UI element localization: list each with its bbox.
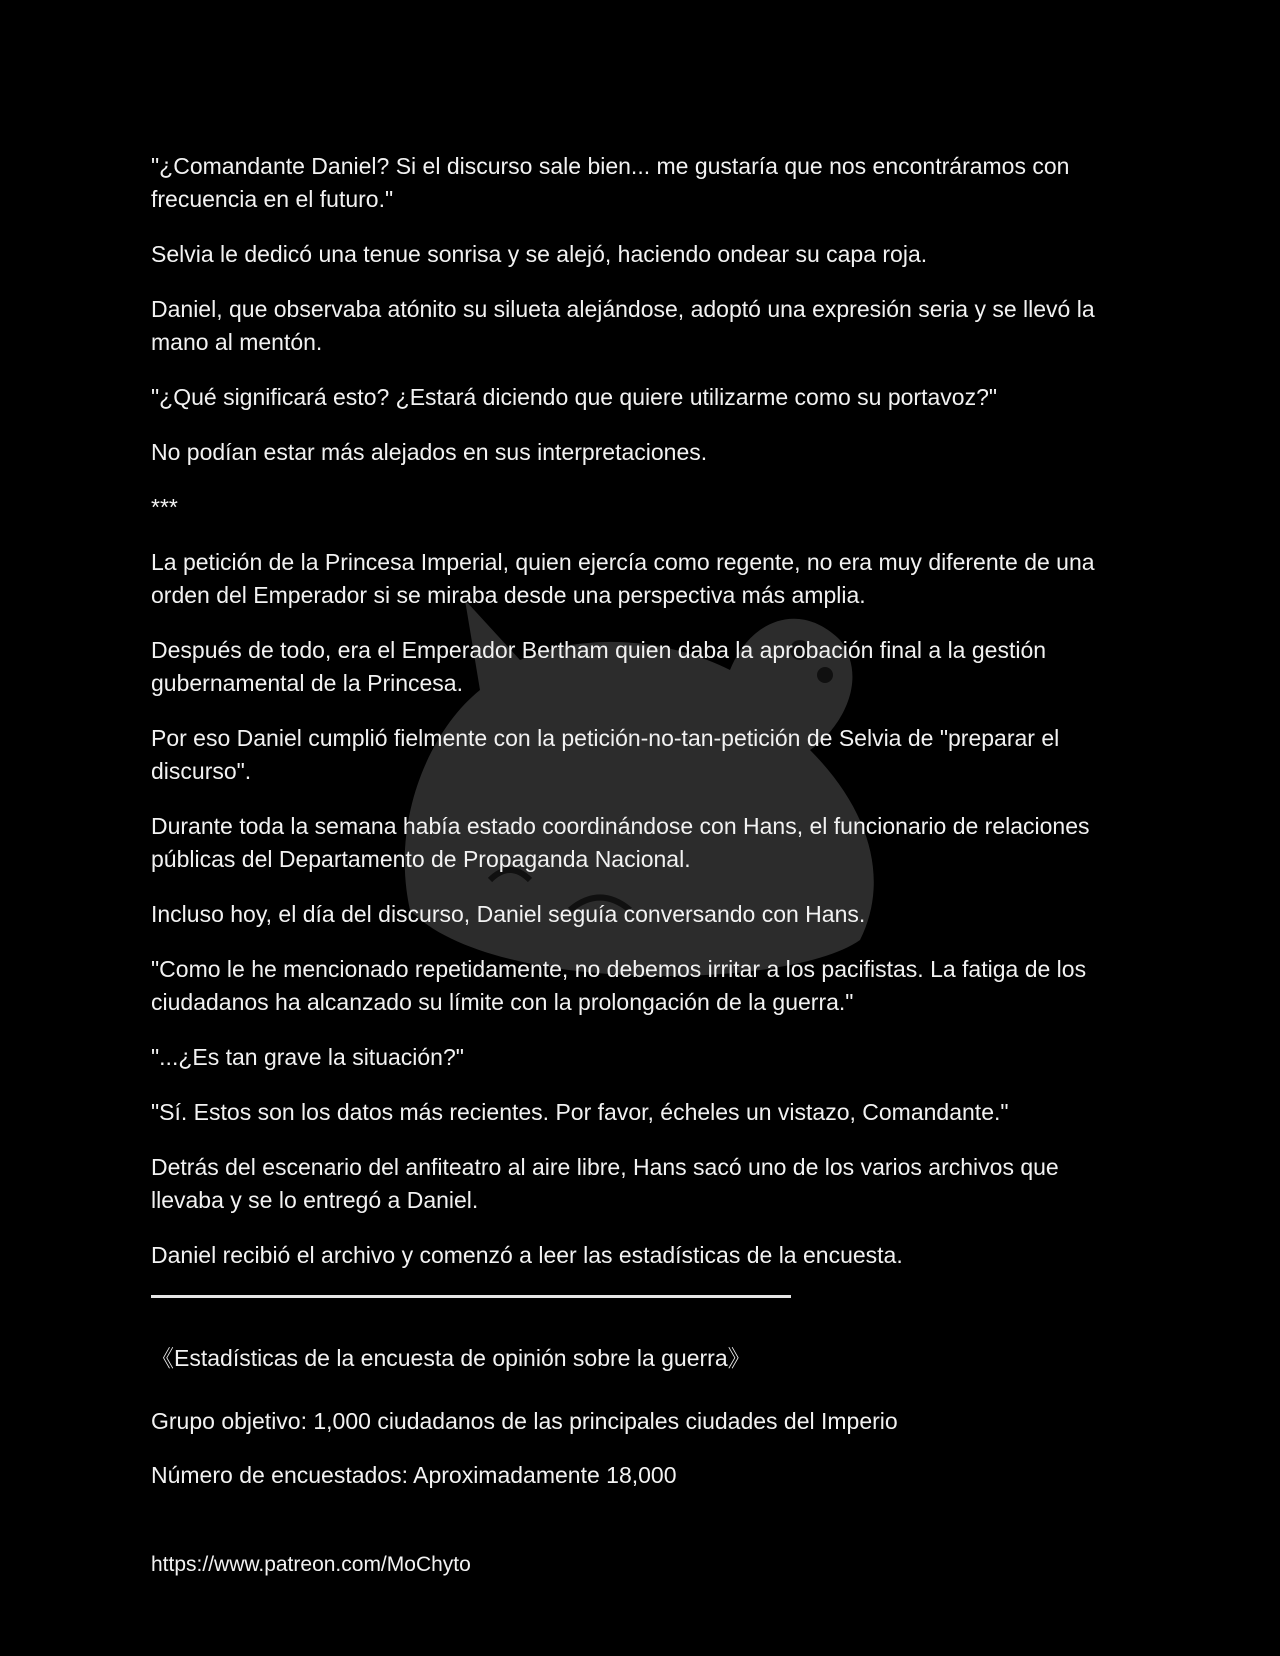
stats-respondents: Número de encuestados: Aproximadamente 18,000 <box>151 1462 677 1488</box>
paragraph: Daniel, que observaba atónito su silueta alejándose, adoptó una expresión seria y se llevó la mano al mentón. <box>151 296 1095 355</box>
stats-target-group: Grupo objetivo: 1,000 ciudadanos de las principales ciudades del Imperio <box>151 1408 898 1434</box>
paragraph: La petición de la Princesa Imperial, quien ejercía como regente, no era muy diferente de una orden del Emperador si se miraba desde una perspectiva más amplia. <box>151 549 1095 608</box>
paragraph: "...¿Es tan grave la situación?" <box>151 1044 464 1070</box>
divider <box>151 1295 791 1298</box>
paragraph: Después de todo, era el Emperador Bertham quien daba la aprobación final a la gestión gubernamental de la Princesa. <box>151 637 1047 696</box>
paragraph: Por eso Daniel cumplió fielmente con la petición-no-tan-petición de Selvia de "preparar el discurso". <box>151 725 1060 784</box>
paragraph: "Como le he mencionado repetidamente, no debemos irritar a los pacifistas. La fatiga de los ciudadanos ha alcanzado su límite con la prolongación de la guerra." <box>151 956 1087 1015</box>
paragraph: "Sí. Estos son los datos más recientes. Por favor, écheles un vistazo, Comandante." <box>151 1099 1009 1125</box>
paragraph: "¿Comandante Daniel? Si el discurso sale bien... me gustaría que nos encontráramos con frecuencia en el futuro." <box>151 153 1070 212</box>
stats-title: 《Estadísticas de la encuesta de opinión sobre la guerra》 <box>151 1345 751 1371</box>
scene-break: *** <box>151 494 178 520</box>
paragraph: Daniel recibió el archivo y comenzó a leer las estadísticas de la encuesta. <box>151 1242 903 1268</box>
paragraph: Incluso hoy, el día del discurso, Daniel seguía conversando con Hans. <box>151 901 866 927</box>
paragraph: Selvia le dedicó una tenue sonrisa y se alejó, haciendo ondear su capa roja. <box>151 241 928 267</box>
paragraph: Detrás del escenario del anfiteatro al aire libre, Hans sacó uno de los varios archivos que llevaba y se lo entregó a Daniel. <box>151 1154 1059 1213</box>
paragraph: Durante toda la semana había estado coordinándose con Hans, el funcionario de relaciones públicas del Departamento de Propaganda Nacional. <box>151 813 1090 872</box>
story-text <box>151 150 1136 1294</box>
paragraph: No podían estar más alejados en sus interpretaciones. <box>151 439 708 465</box>
patreon-link[interactable]: https://www.patreon.com/MoChyto <box>151 1553 471 1576</box>
paragraph: "¿Qué significará esto? ¿Estará diciendo que quiere utilizarme como su portavoz?" <box>151 384 998 410</box>
